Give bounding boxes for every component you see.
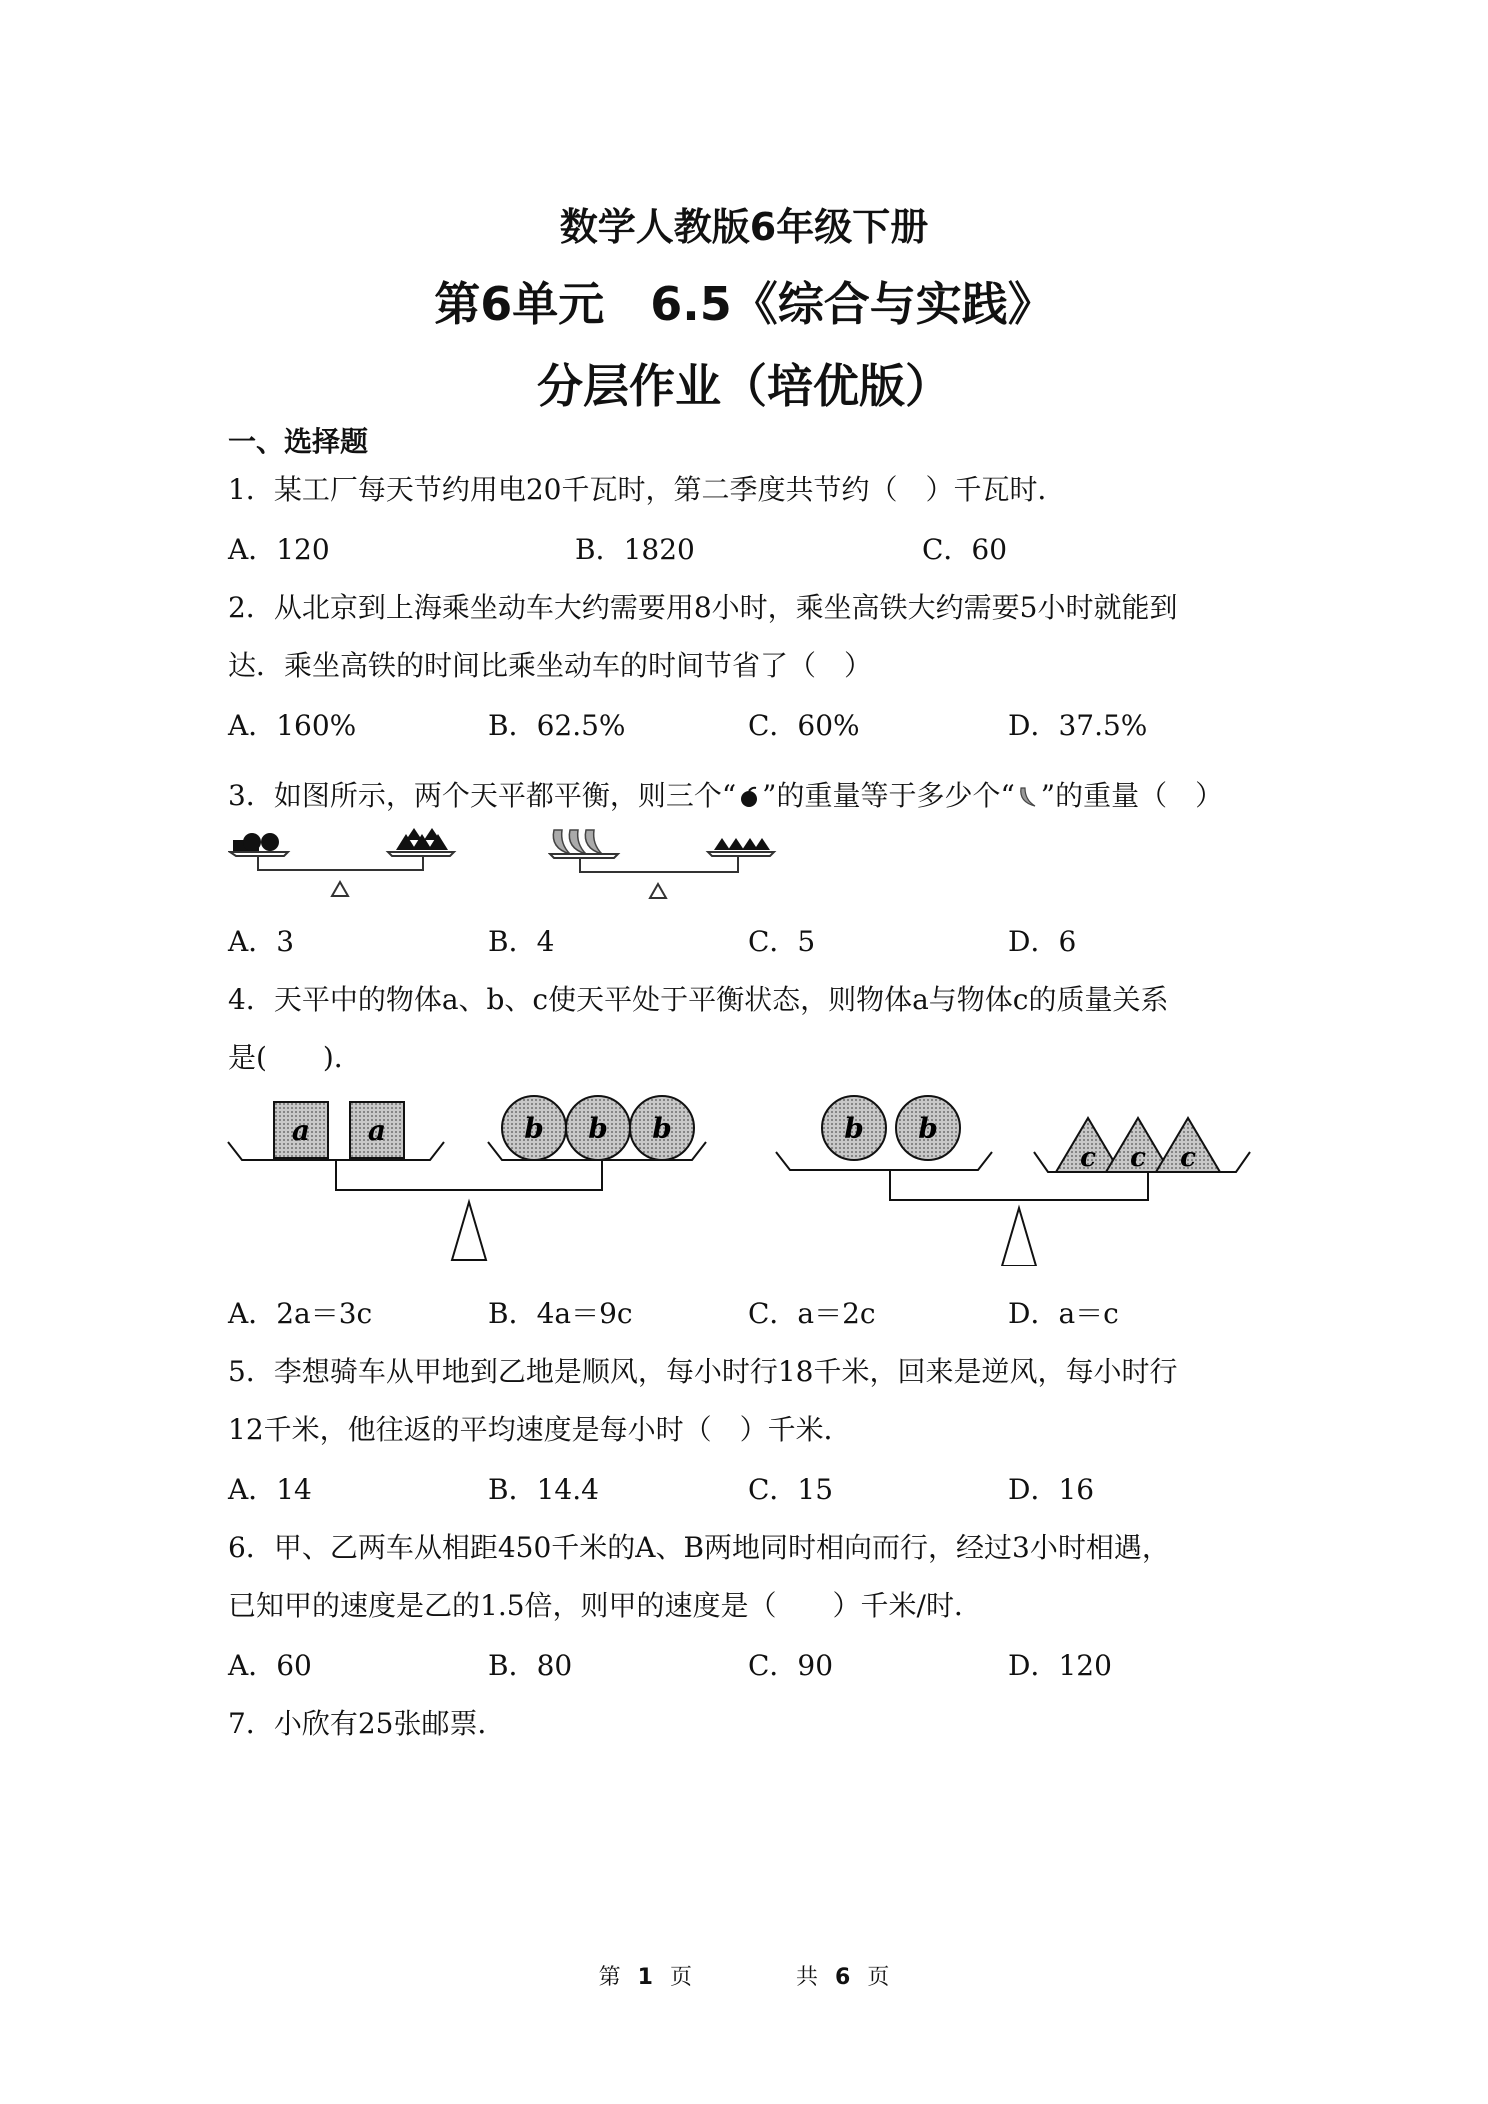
footer-mid: 页	[669, 1965, 692, 1990]
question-7-text: 7．小欣有25张邮票．	[228, 1707, 506, 1740]
question-5-text-line1: 5．李想骑车从甲地到乙地是顺风，每小时行18千米，回来是逆风，每小时行	[228, 1355, 1178, 1388]
balance-2-figure	[548, 826, 778, 906]
apple-icon	[736, 786, 762, 808]
q1-option-b: B．1820	[575, 533, 695, 566]
question-3-text	[228, 774, 1223, 814]
question-2-text-line1: 2．从北京到上海乘坐动车大约需要用8小时，乘坐高铁大约需要5小时就能到	[228, 591, 1178, 624]
q3-text-part3: ”的重量（ ）	[1040, 779, 1224, 812]
q1-option-c: C．60	[922, 533, 1008, 566]
q3-text-part2: ”的重量等于多少个“	[762, 779, 1015, 812]
question-5-text-line2: 12千米，他往返的平均速度是每小时（ ）千米．	[228, 1413, 852, 1446]
question-4-text-line2: 是( )．	[228, 1041, 362, 1074]
doc-title-sub: 分层作业（培优版）	[537, 359, 951, 413]
q6-option-d: D．120	[1008, 1649, 1112, 1682]
label-b-5: b	[918, 1112, 938, 1145]
section-heading: 一、选择题	[228, 425, 369, 458]
q2-option-b: B．62.5%	[488, 709, 626, 742]
q2-option-a: A．160%	[228, 709, 357, 742]
balance-1-figure	[228, 826, 458, 906]
q3-option-d: D．6	[1008, 925, 1077, 958]
footer-prefix2: 共	[796, 1965, 819, 1990]
label-b-2: b	[588, 1112, 608, 1145]
q5-option-d: D．16	[1008, 1473, 1095, 1506]
q4-option-d: D．a＝c	[1008, 1297, 1119, 1330]
label-a-1: a	[291, 1114, 311, 1147]
balance-b-c-figure	[774, 1090, 1274, 1266]
q1-option-a: A．120	[228, 533, 330, 566]
q4-option-a: A．2a＝3c	[228, 1297, 373, 1330]
q5-option-a: A．14	[228, 1473, 312, 1506]
balance-a-b-figure	[226, 1090, 726, 1266]
doc-subtitle: 数学人教版6年级下册	[559, 205, 929, 249]
doc-title: 第6单元 6.5《综合与实践》	[434, 277, 1054, 331]
label-a-2: a	[367, 1114, 387, 1147]
label-b-4: b	[844, 1112, 864, 1145]
q2-option-c: C．60%	[748, 709, 860, 742]
footer-prefix: 第	[598, 1965, 621, 1990]
q6-option-b: B．80	[488, 1649, 573, 1682]
q5-option-b: B．14.4	[488, 1473, 599, 1506]
q3-option-a: A．3	[228, 925, 295, 958]
footer-suffix: 页	[867, 1965, 890, 1990]
page-footer	[0, 1960, 1488, 1991]
question-1-text: 1．某工厂每天节约用电20千瓦时，第二季度共节约（ ）千瓦时．	[228, 473, 1066, 506]
label-c-2: c	[1130, 1143, 1146, 1173]
label-c-3: c	[1180, 1143, 1196, 1173]
label-b-3: b	[652, 1112, 672, 1145]
q3-option-b: B．4	[488, 925, 555, 958]
footer-total-pages: 6	[835, 1965, 851, 1990]
q4-option-c: C．a＝2c	[748, 1297, 876, 1330]
q3-option-c: C．5	[748, 925, 816, 958]
q4-option-b: B．4a＝9c	[488, 1297, 633, 1330]
question-2-text-line2: 达．乘坐高铁的时间比乘坐动车的时间节省了（ ）	[228, 649, 873, 682]
footer-page-number: 1	[637, 1965, 653, 1990]
q6-option-a: A．60	[228, 1649, 312, 1682]
label-c-1: c	[1080, 1143, 1096, 1173]
banana-icon	[1015, 786, 1041, 808]
question-6-text-line2: 已知甲的速度是乙的1.5倍，则甲的速度是（ ）千米/时．	[228, 1589, 982, 1622]
q6-option-c: C．90	[748, 1649, 834, 1682]
question-6-text-line1: 6．甲、乙两车从相距450千米的A、B两地同时相向而行，经过3小时相遇，	[228, 1531, 1170, 1564]
q3-text-part1: 3．如图所示，两个天平都平衡，则三个“	[228, 779, 737, 812]
q2-option-d: D．37.5%	[1008, 709, 1148, 742]
question-4-text-line1: 4．天平中的物体a、b、c使天平处于平衡状态，则物体a与物体c的质量关系	[228, 983, 1169, 1016]
label-b-1: b	[524, 1112, 544, 1145]
q5-option-c: C．15	[748, 1473, 834, 1506]
